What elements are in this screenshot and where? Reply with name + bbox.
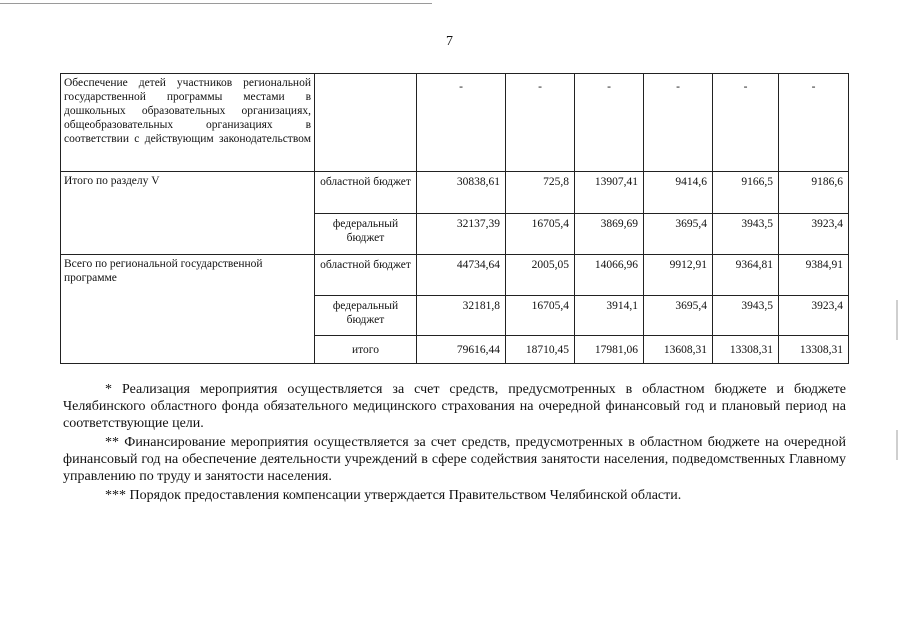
scan-artifact <box>896 430 898 460</box>
row-source <box>315 74 417 172</box>
row-source: областной бюджет <box>315 172 417 214</box>
footnote: *** Порядок предоставления компенсации утверждается Правительством Челябинской области. <box>105 488 682 503</box>
table-cell: 32181,8 <box>417 296 506 336</box>
row-source: федеральный бюджет <box>315 296 417 336</box>
table-cell: - <box>417 74 506 172</box>
table-cell: - <box>713 74 779 172</box>
table-cell: 3923,4 <box>779 214 849 255</box>
table-cell: 16705,4 <box>506 296 575 336</box>
table-cell: 3695,4 <box>644 214 713 255</box>
table-cell: 3914,1 <box>575 296 644 336</box>
table-cell: 3869,69 <box>575 214 644 255</box>
table-cell: 9414,6 <box>644 172 713 214</box>
row-source: итого <box>315 336 417 364</box>
table-cell: 32137,39 <box>417 214 506 255</box>
table-cell: 9364,81 <box>713 255 779 296</box>
table-cell: 13308,31 <box>713 336 779 364</box>
table-cell: - <box>644 74 713 172</box>
table-cell: 18710,45 <box>506 336 575 364</box>
table-row <box>61 74 849 172</box>
page-number: 7 <box>446 34 453 49</box>
top-rule <box>0 3 432 4</box>
table-cell: 13608,31 <box>644 336 713 364</box>
footnote: * Реализация мероприятия осуществляется за счет средств, предусмотренных в областном бюджете и бюджете Челябинского областного фонда обязательного медицинского страхования на очередной финансовый год и плановый период на соответствующие цели. <box>63 382 846 431</box>
table-cell: 9384,91 <box>779 255 849 296</box>
table-cell: 3923,4 <box>779 296 849 336</box>
table-cell: 13308,31 <box>779 336 849 364</box>
row-source: федеральный бюджет <box>315 214 417 255</box>
table-cell: 79616,44 <box>417 336 506 364</box>
budget-table <box>60 73 849 364</box>
table-cell: 725,8 <box>506 172 575 214</box>
table-cell: 30838,61 <box>417 172 506 214</box>
program-total-label: Всего по региональной государственной программе <box>61 255 315 364</box>
row-source: областной бюджет <box>315 255 417 296</box>
footnote: ** Финансирование мероприятия осуществляется за счет средств, предусмотренных в областном бюджете на очередной финансовый год на обеспечение деятельности учреждений в сфере содействия занятости населения, подведомственных Главному управлению по труду и занятости населения. <box>63 435 846 484</box>
table-cell: - <box>575 74 644 172</box>
table-cell: - <box>506 74 575 172</box>
table-row <box>61 172 849 214</box>
table-cell: 9186,6 <box>779 172 849 214</box>
table-row <box>61 255 849 296</box>
table-cell: 9166,5 <box>713 172 779 214</box>
table-cell: 3695,4 <box>644 296 713 336</box>
table-cell: 13907,41 <box>575 172 644 214</box>
table-cell: 16705,4 <box>506 214 575 255</box>
table-cell: 17981,06 <box>575 336 644 364</box>
table-cell: 3943,5 <box>713 214 779 255</box>
section-total-label: Итого по разделу V <box>61 172 315 255</box>
table-cell: 9912,91 <box>644 255 713 296</box>
table-cell: 3943,5 <box>713 296 779 336</box>
row-description: Обеспечение детей участников региональной государственной программы местами в дошкольных образовательных организациях, общеобразовательных организациях в соответствии с действующим законодательством <box>61 74 315 172</box>
table-cell: 2005,05 <box>506 255 575 296</box>
table-cell: 44734,64 <box>417 255 506 296</box>
table-cell: 14066,96 <box>575 255 644 296</box>
scan-artifact <box>896 300 898 340</box>
table-cell: - <box>779 74 849 172</box>
